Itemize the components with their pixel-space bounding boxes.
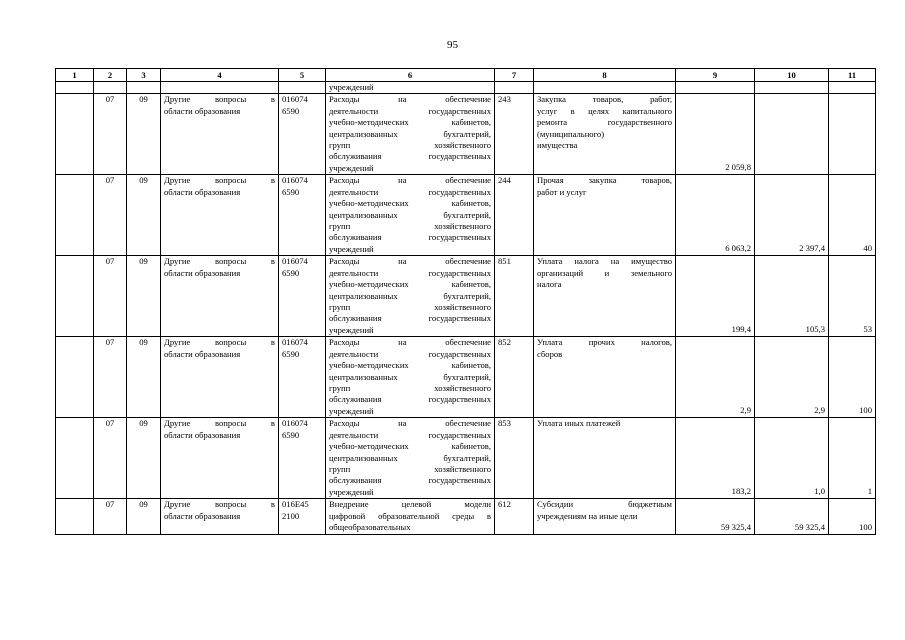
section-code: 07 <box>94 175 127 256</box>
section-name <box>161 94 279 175</box>
table-row <box>56 256 876 337</box>
cell-line: Закупка товаров, работ, <box>537 94 672 105</box>
cell-line: групп хозяйственного <box>329 140 491 151</box>
column-header-9: 9 <box>676 69 755 82</box>
cell-line: области образования <box>164 348 241 359</box>
cell-line: централизованных бухгалтерий, <box>329 290 491 301</box>
cell-line: учебно-методических кабинетов, <box>329 360 491 371</box>
column-header-2: 2 <box>94 69 127 82</box>
cell-col-1 <box>56 175 94 256</box>
cell-line: общеобразовательных <box>329 522 411 533</box>
cell-col-4 <box>161 82 279 94</box>
cell-line: обслуживания государственных <box>329 313 491 324</box>
cell-line: Уплата прочих налогов, <box>537 337 672 348</box>
target-article-name <box>326 418 495 499</box>
section-name <box>161 499 279 535</box>
cell-col-9 <box>676 82 755 94</box>
approved-amount: 2 059,8 <box>676 94 755 175</box>
cell-col-6: учреждений <box>326 82 495 94</box>
expense-type-code: 612 <box>495 499 534 535</box>
cell-col-11 <box>829 82 876 94</box>
target-article-code <box>279 337 326 418</box>
cell-line: групп хозяйственного <box>329 221 491 232</box>
target-article-name <box>326 337 495 418</box>
cell-line: групп хозяйственного <box>329 302 491 313</box>
cell-line: 016074 <box>282 256 308 267</box>
approved-amount: 199,4 <box>676 256 755 337</box>
cell-line: ремонта государственного <box>537 117 672 128</box>
section-code: 07 <box>94 499 127 535</box>
cell-line: обслуживания государственных <box>329 475 491 486</box>
cell-line: 016074 <box>282 418 308 429</box>
cell-line: учреждений <box>329 486 374 497</box>
cell-line: обслуживания государственных <box>329 151 491 162</box>
cell-line: Другие вопросы в <box>164 418 275 429</box>
cell-line: 016074 <box>282 94 308 105</box>
cell-line: Внедрение целевой модели <box>329 499 491 510</box>
expense-type-name <box>534 94 676 175</box>
cell-line: налога <box>537 279 562 290</box>
cell-line: Другие вопросы в <box>164 175 275 186</box>
cell-line: централизованных бухгалтерий, <box>329 209 491 220</box>
expense-type-code: 244 <box>495 175 534 256</box>
target-article-name <box>326 499 495 535</box>
cell-line: централизованных бухгалтерий, <box>329 371 491 382</box>
cell-line: Прочая закупка товаров, <box>537 175 672 186</box>
execution-percent: 100 <box>829 337 876 418</box>
cell-line: области образования <box>164 510 241 521</box>
cell-line: деятельности государственных <box>329 105 491 116</box>
cell-col-1 <box>56 82 94 94</box>
section-code: 07 <box>94 418 127 499</box>
cell-line: учебно-методических кабинетов, <box>329 441 491 452</box>
cell-line: цифровой образовательной среды в <box>329 510 491 521</box>
section-code: 07 <box>94 94 127 175</box>
approved-amount: 2,9 <box>676 337 755 418</box>
subsection-code: 09 <box>127 418 161 499</box>
table-row <box>56 337 876 418</box>
target-article-code <box>279 418 326 499</box>
cell-line: Другие вопросы в <box>164 337 275 348</box>
cell-line: деятельности государственных <box>329 348 491 359</box>
cell-line: области образования <box>164 429 241 440</box>
cell-line: централизованных бухгалтерий, <box>329 128 491 139</box>
section-name <box>161 418 279 499</box>
table-row <box>56 94 876 175</box>
cell-col-1 <box>56 256 94 337</box>
cell-line: деятельности государственных <box>329 429 491 440</box>
cell-line: 6590 <box>282 186 300 197</box>
cell-line: деятельности государственных <box>329 186 491 197</box>
executed-amount: 105,3 <box>755 256 829 337</box>
approved-amount: 59 325,4 <box>676 499 755 535</box>
approved-amount: 6 063,2 <box>676 175 755 256</box>
cell-line: групп хозяйственного <box>329 383 491 394</box>
executed-amount: 59 325,4 <box>755 499 829 535</box>
cell-line: обслуживания государственных <box>329 232 491 243</box>
approved-amount: 183,2 <box>676 418 755 499</box>
table-row-continuation <box>56 82 876 94</box>
column-header-10: 10 <box>755 69 829 82</box>
expense-type-code: 243 <box>495 94 534 175</box>
cell-line: групп хозяйственного <box>329 464 491 475</box>
expense-type-code: 851 <box>495 256 534 337</box>
cell-line: Уплата налога на имущество <box>537 256 672 267</box>
cell-line: работ и услуг <box>537 186 587 197</box>
target-article-name <box>326 256 495 337</box>
cell-line: учреждениям на иные цели <box>537 510 638 521</box>
cell-line: 6590 <box>282 267 300 278</box>
section-name <box>161 175 279 256</box>
table-row <box>56 175 876 256</box>
section-code: 07 <box>94 256 127 337</box>
expense-type-name <box>534 499 676 535</box>
cell-line: 016074 <box>282 175 308 186</box>
subsection-code: 09 <box>127 94 161 175</box>
page-number: 95 <box>447 39 458 51</box>
execution-percent: 100 <box>829 499 876 535</box>
execution-percent: 40 <box>829 175 876 256</box>
cell-line: 6590 <box>282 105 300 116</box>
cell-line: услуг в целях капитального <box>537 105 672 116</box>
cell-line: учебно-методических кабинетов, <box>329 198 491 209</box>
expense-type-name <box>534 256 676 337</box>
execution-percent: 53 <box>829 256 876 337</box>
cell-line: Другие вопросы в <box>164 499 275 510</box>
cell-line: 016E45 <box>282 499 309 510</box>
cell-line: Субсидии бюджетным <box>537 499 672 510</box>
cell-line: деятельности государственных <box>329 267 491 278</box>
cell-line: 6590 <box>282 429 300 440</box>
subsection-code: 09 <box>127 256 161 337</box>
cell-line: Расходы на обеспечение <box>329 175 491 186</box>
cell-line: учреждений <box>329 243 374 254</box>
cell-line: имущества <box>537 140 578 151</box>
cell-line: 2100 <box>282 510 300 521</box>
cell-col-8 <box>534 82 676 94</box>
cell-line: учреждений <box>329 324 374 335</box>
cell-line: организаций и земельного <box>537 267 672 278</box>
cell-col-5 <box>279 82 326 94</box>
cell-line: Расходы на обеспечение <box>329 94 491 105</box>
cell-line: учебно-методических кабинетов, <box>329 279 491 290</box>
expense-type-name <box>534 337 676 418</box>
column-header-8: 8 <box>534 69 676 82</box>
cell-line: Уплата иных платежей <box>537 418 621 429</box>
column-header-5: 5 <box>279 69 326 82</box>
subsection-code: 09 <box>127 337 161 418</box>
target-article-code <box>279 499 326 535</box>
cell-line: обслуживания государственных <box>329 394 491 405</box>
expense-type-code: 853 <box>495 418 534 499</box>
cell-col-10 <box>755 82 829 94</box>
cell-line: 016074 <box>282 337 308 348</box>
expense-type-name <box>534 175 676 256</box>
expense-type-name <box>534 418 676 499</box>
table-row <box>56 418 876 499</box>
executed-amount: 1,0 <box>755 418 829 499</box>
cell-col-2 <box>94 82 127 94</box>
table-header-row <box>56 69 876 82</box>
section-name <box>161 256 279 337</box>
table-row <box>56 499 876 535</box>
column-header-4: 4 <box>161 69 279 82</box>
target-article-code <box>279 175 326 256</box>
target-article-code <box>279 94 326 175</box>
cell-line: 6590 <box>282 348 300 359</box>
cell-col-3 <box>127 82 161 94</box>
cell-line: (муниципального) <box>537 128 605 139</box>
cell-line: учреждений <box>329 162 374 173</box>
cell-line: Расходы на обеспечение <box>329 256 491 267</box>
column-header-1: 1 <box>56 69 94 82</box>
column-header-6: 6 <box>326 69 495 82</box>
executed-amount: 2 397,4 <box>755 175 829 256</box>
subsection-code: 09 <box>127 175 161 256</box>
target-article-name <box>326 175 495 256</box>
cell-line: сборов <box>537 348 563 359</box>
cell-line: учебно-методических кабинетов, <box>329 117 491 128</box>
budget-table <box>55 68 876 535</box>
executed-amount: 2,9 <box>755 337 829 418</box>
column-header-3: 3 <box>127 69 161 82</box>
expense-type-code: 852 <box>495 337 534 418</box>
cell-line: Расходы на обеспечение <box>329 418 491 429</box>
section-name <box>161 337 279 418</box>
section-code: 07 <box>94 337 127 418</box>
execution-percent <box>829 94 876 175</box>
subsection-code: 09 <box>127 499 161 535</box>
cell-line: Другие вопросы в <box>164 256 275 267</box>
cell-line: области образования <box>164 186 241 197</box>
cell-col-1 <box>56 94 94 175</box>
column-header-7: 7 <box>495 69 534 82</box>
executed-amount <box>755 94 829 175</box>
cell-line: учреждений <box>329 405 374 416</box>
cell-line: Другие вопросы в <box>164 94 275 105</box>
cell-col-1 <box>56 418 94 499</box>
target-article-code <box>279 256 326 337</box>
execution-percent: 1 <box>829 418 876 499</box>
cell-line: области образования <box>164 267 241 278</box>
cell-col-7 <box>495 82 534 94</box>
cell-col-1 <box>56 499 94 535</box>
cell-line: Расходы на обеспечение <box>329 337 491 348</box>
target-article-name <box>326 94 495 175</box>
cell-col-1 <box>56 337 94 418</box>
cell-line: области образования <box>164 105 241 116</box>
column-header-11: 11 <box>829 69 876 82</box>
cell-line: централизованных бухгалтерий, <box>329 452 491 463</box>
